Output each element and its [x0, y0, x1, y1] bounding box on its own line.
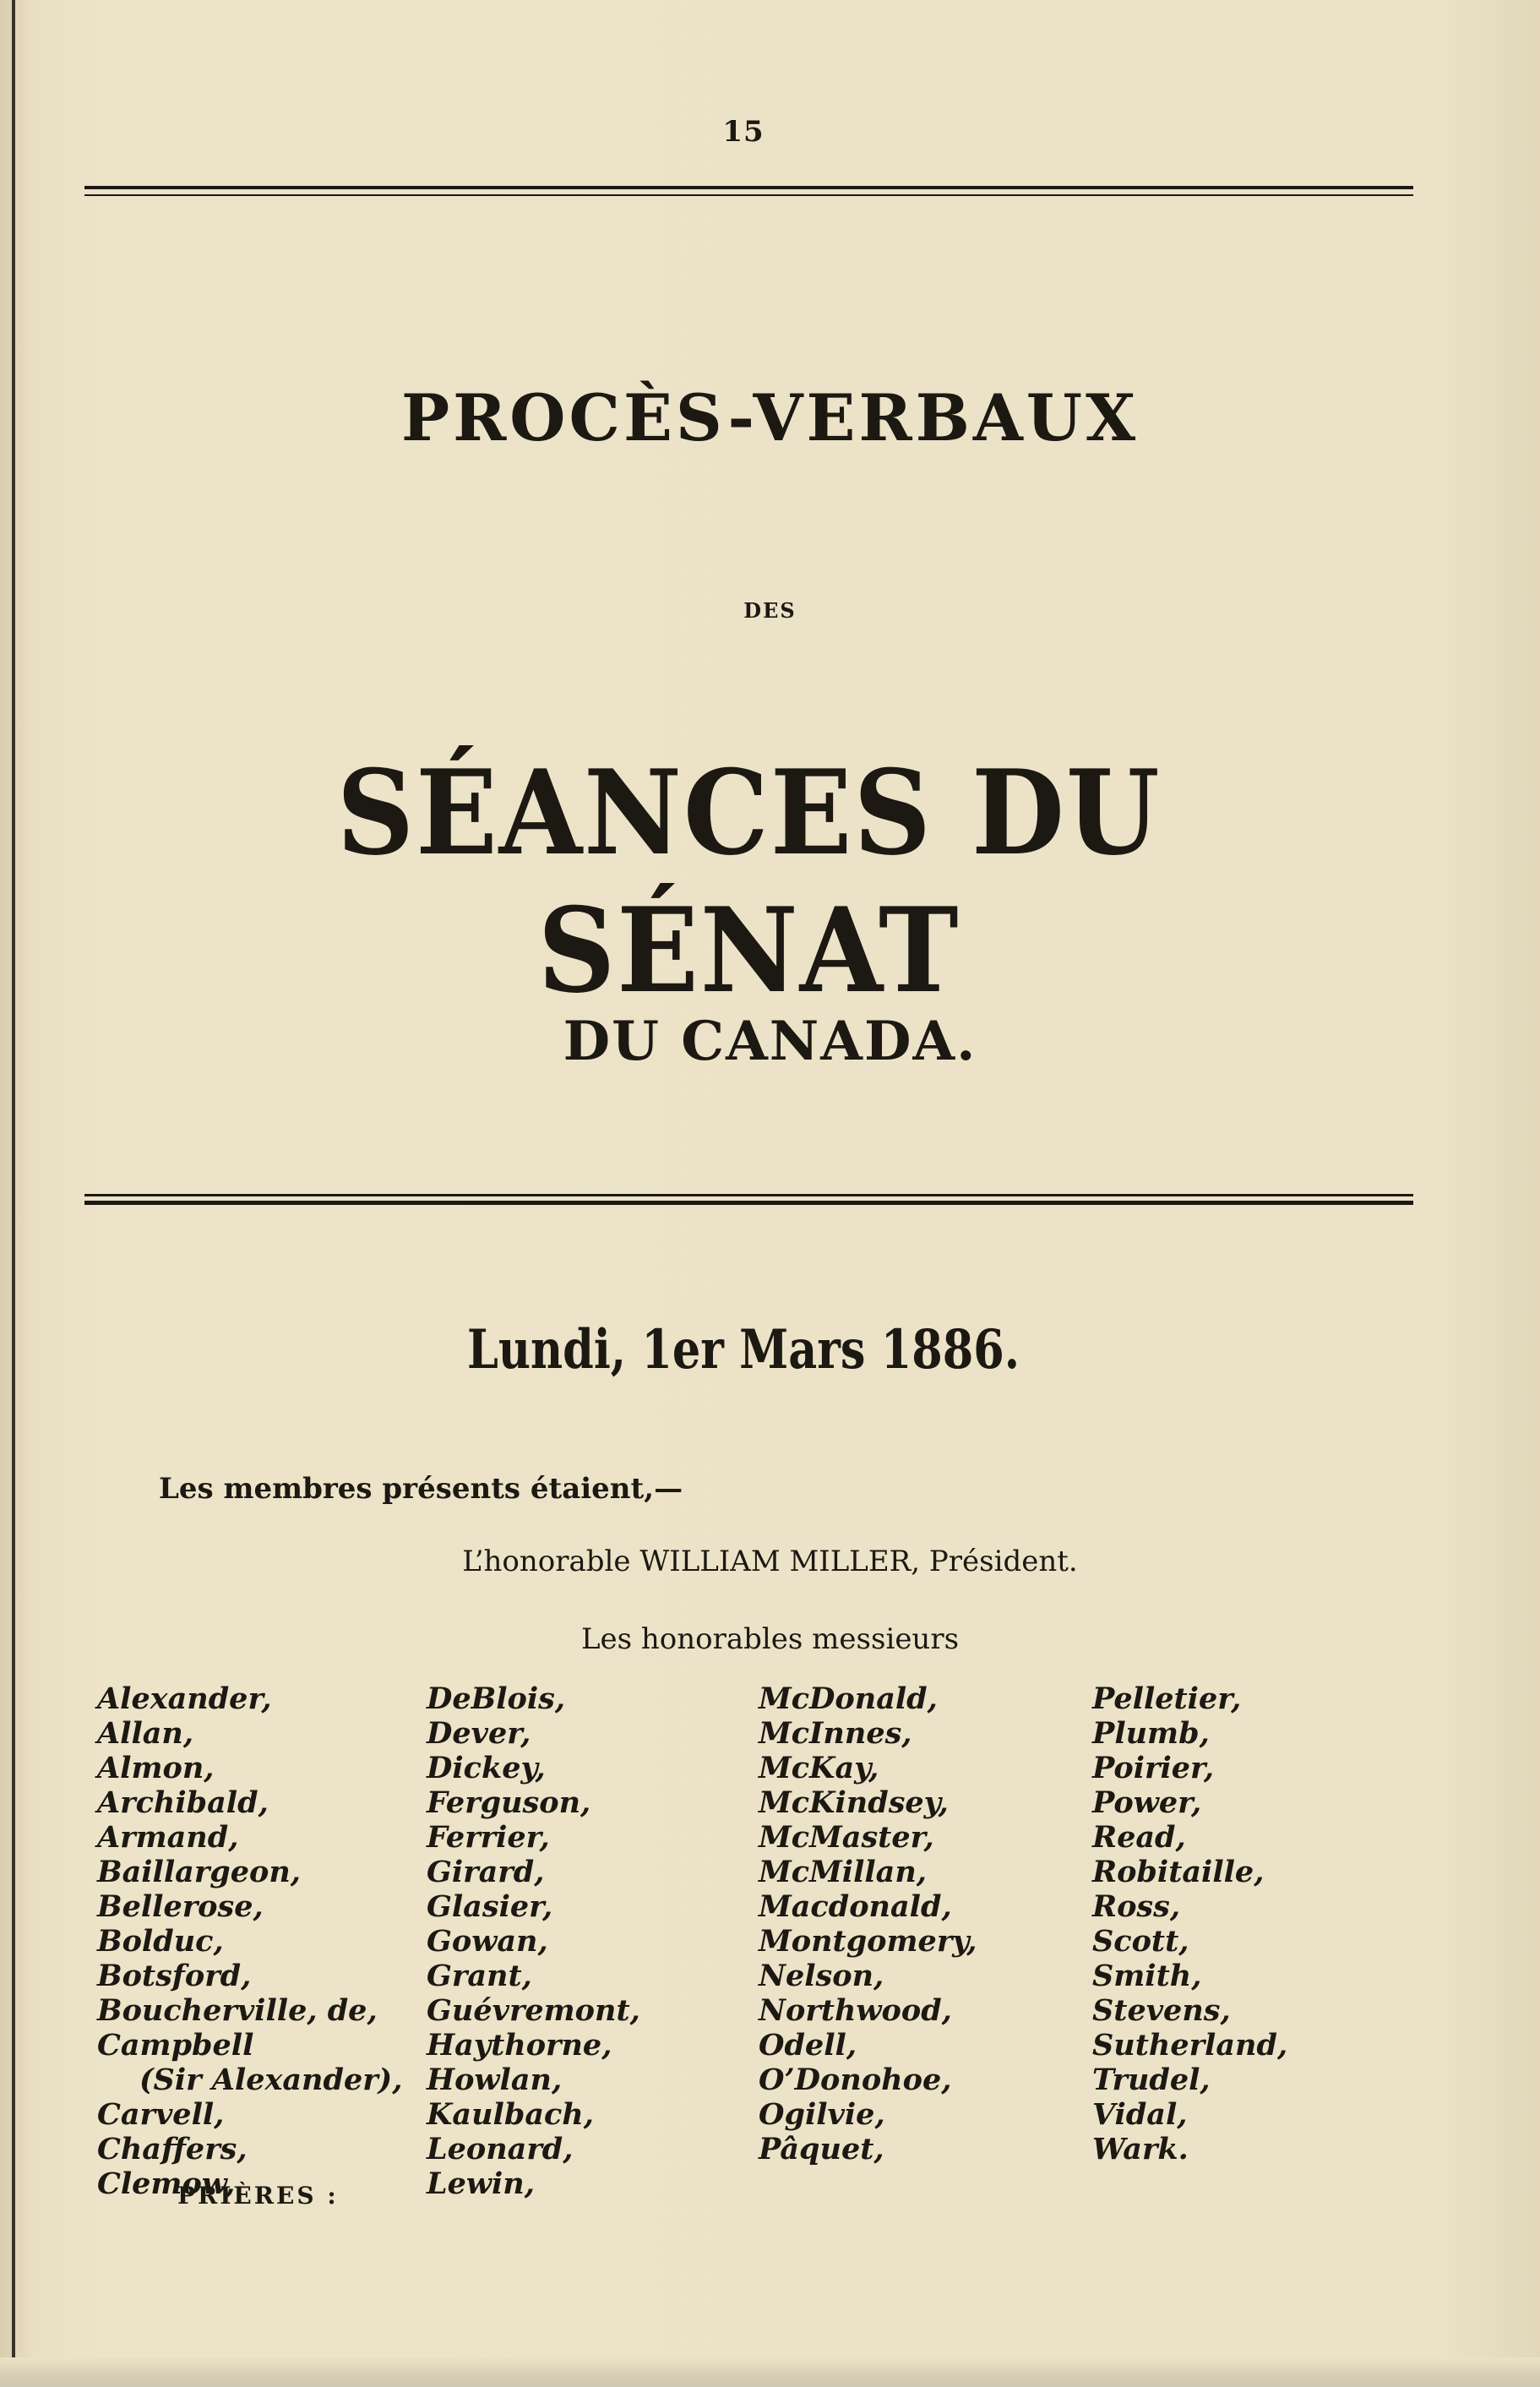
member-name: Botsford, — [97, 1959, 252, 1993]
members-heading: Les honorables messieurs — [580, 1622, 960, 1656]
header-rule-thin — [84, 194, 1413, 196]
member-name: Trudel, — [1092, 2063, 1211, 2097]
member-name: Macdonald, — [759, 1889, 952, 1924]
member-name: Clemow, — [97, 2166, 236, 2201]
member-name: Read, — [1092, 1820, 1186, 1855]
member-name: Archibald, — [97, 1785, 269, 1820]
member-name: Plumb, — [1092, 1716, 1210, 1751]
member-name: Odell, — [759, 2028, 857, 2063]
member-name: Leonard, — [427, 2132, 574, 2166]
title-des: DES — [743, 598, 797, 623]
member-name: McKay, — [759, 1751, 879, 1785]
member-name: Allan, — [97, 1716, 194, 1751]
member-name: Wark. — [1092, 2132, 1189, 2166]
title-rule-thick — [84, 1201, 1413, 1205]
member-name: Baillargeon, — [97, 1855, 301, 1889]
member-name: Grant, — [427, 1959, 532, 1993]
member-name: Northwood, — [759, 1993, 952, 2028]
member-name: Ross, — [1092, 1889, 1181, 1924]
member-name: McDonald, — [759, 1681, 938, 1716]
member-name: Haythorne, — [427, 2028, 612, 2063]
member-name: McMaster, — [759, 1820, 934, 1855]
present-intro: Les membres présents étaient,— — [159, 1472, 683, 1506]
member-name: Kaulbach, — [427, 2097, 594, 2132]
member-name: Robitaille, — [1092, 1855, 1265, 1889]
header-rule-thick — [84, 186, 1413, 189]
member-name: Almon, — [97, 1751, 215, 1785]
member-name: Dickey, — [427, 1751, 546, 1785]
member-name: Ferrier, — [427, 1820, 550, 1855]
member-name: Scott, — [1092, 1924, 1189, 1959]
member-name: O’Donohoe, — [759, 2063, 952, 2097]
member-name: Campbell — [97, 2028, 254, 2063]
members-column-4 — [1092, 1681, 1287, 2166]
session-date: Lundi, 1er Mars 1886. — [466, 1318, 1020, 1382]
members-column-3 — [759, 1681, 977, 2166]
members-column-1 — [97, 1681, 402, 2201]
member-name: Carvell, — [97, 2097, 225, 2132]
member-name: Glasier, — [427, 1889, 553, 1924]
binding-spine — [12, 0, 15, 2387]
member-name: Montgomery, — [759, 1924, 977, 1959]
member-name: Armand, — [97, 1820, 239, 1855]
member-name: McMillan, — [759, 1855, 927, 1889]
prayers-heading: PRIÈRES : — [177, 2182, 339, 2210]
member-name: Howlan, — [427, 2063, 563, 2097]
member-name: Vidal, — [1092, 2097, 1188, 2132]
member-name: Bolduc, — [97, 1924, 224, 1959]
member-name: Pelletier, — [1092, 1681, 1242, 1716]
president-line: L’honorable WILLIAM MILLER, Président. — [462, 1545, 1078, 1578]
member-name: Stevens, — [1092, 1993, 1231, 2028]
page-bottom-edge — [0, 2357, 1540, 2387]
member-name: McInnes, — [759, 1716, 912, 1751]
title-du-canada: DU CANADA. — [563, 1010, 977, 1073]
member-name: Girard, — [427, 1855, 545, 1889]
member-name: Smith, — [1092, 1959, 1202, 1993]
member-name: McKindsey, — [759, 1785, 949, 1820]
title-proces-verbaux: PROCÈS-VERBAUX — [400, 380, 1140, 455]
member-name: Ogilvie, — [759, 2097, 885, 2132]
member-name: Poirier, — [1092, 1751, 1215, 1785]
title-rule-thin — [84, 1194, 1413, 1196]
member-name: Ferguson, — [427, 1785, 591, 1820]
member-name: Sutherland, — [1092, 2028, 1288, 2063]
member-name: Pâquet, — [759, 2132, 884, 2166]
title-seances-du-senat: SÉANCES DU SÉNAT — [336, 744, 1162, 1019]
member-name: Dever, — [427, 1716, 531, 1751]
page-number: 15 — [722, 115, 765, 149]
member-name: Gowan, — [427, 1924, 548, 1959]
member-name: Alexander, — [97, 1681, 272, 1716]
member-name: Boucherville, de, — [97, 1993, 378, 2028]
member-name: DeBlois, — [427, 1681, 566, 1716]
members-column-2 — [427, 1681, 640, 2201]
member-name: Nelson, — [759, 1959, 884, 1993]
member-name-continuation: (Sir Alexander), — [139, 2063, 403, 2097]
member-name: Chaffers, — [97, 2132, 248, 2166]
member-name: Guévremont, — [427, 1993, 640, 2028]
member-name: Lewin, — [427, 2166, 535, 2201]
member-name: Bellerose, — [97, 1889, 264, 1924]
member-name: Power, — [1092, 1785, 1202, 1820]
